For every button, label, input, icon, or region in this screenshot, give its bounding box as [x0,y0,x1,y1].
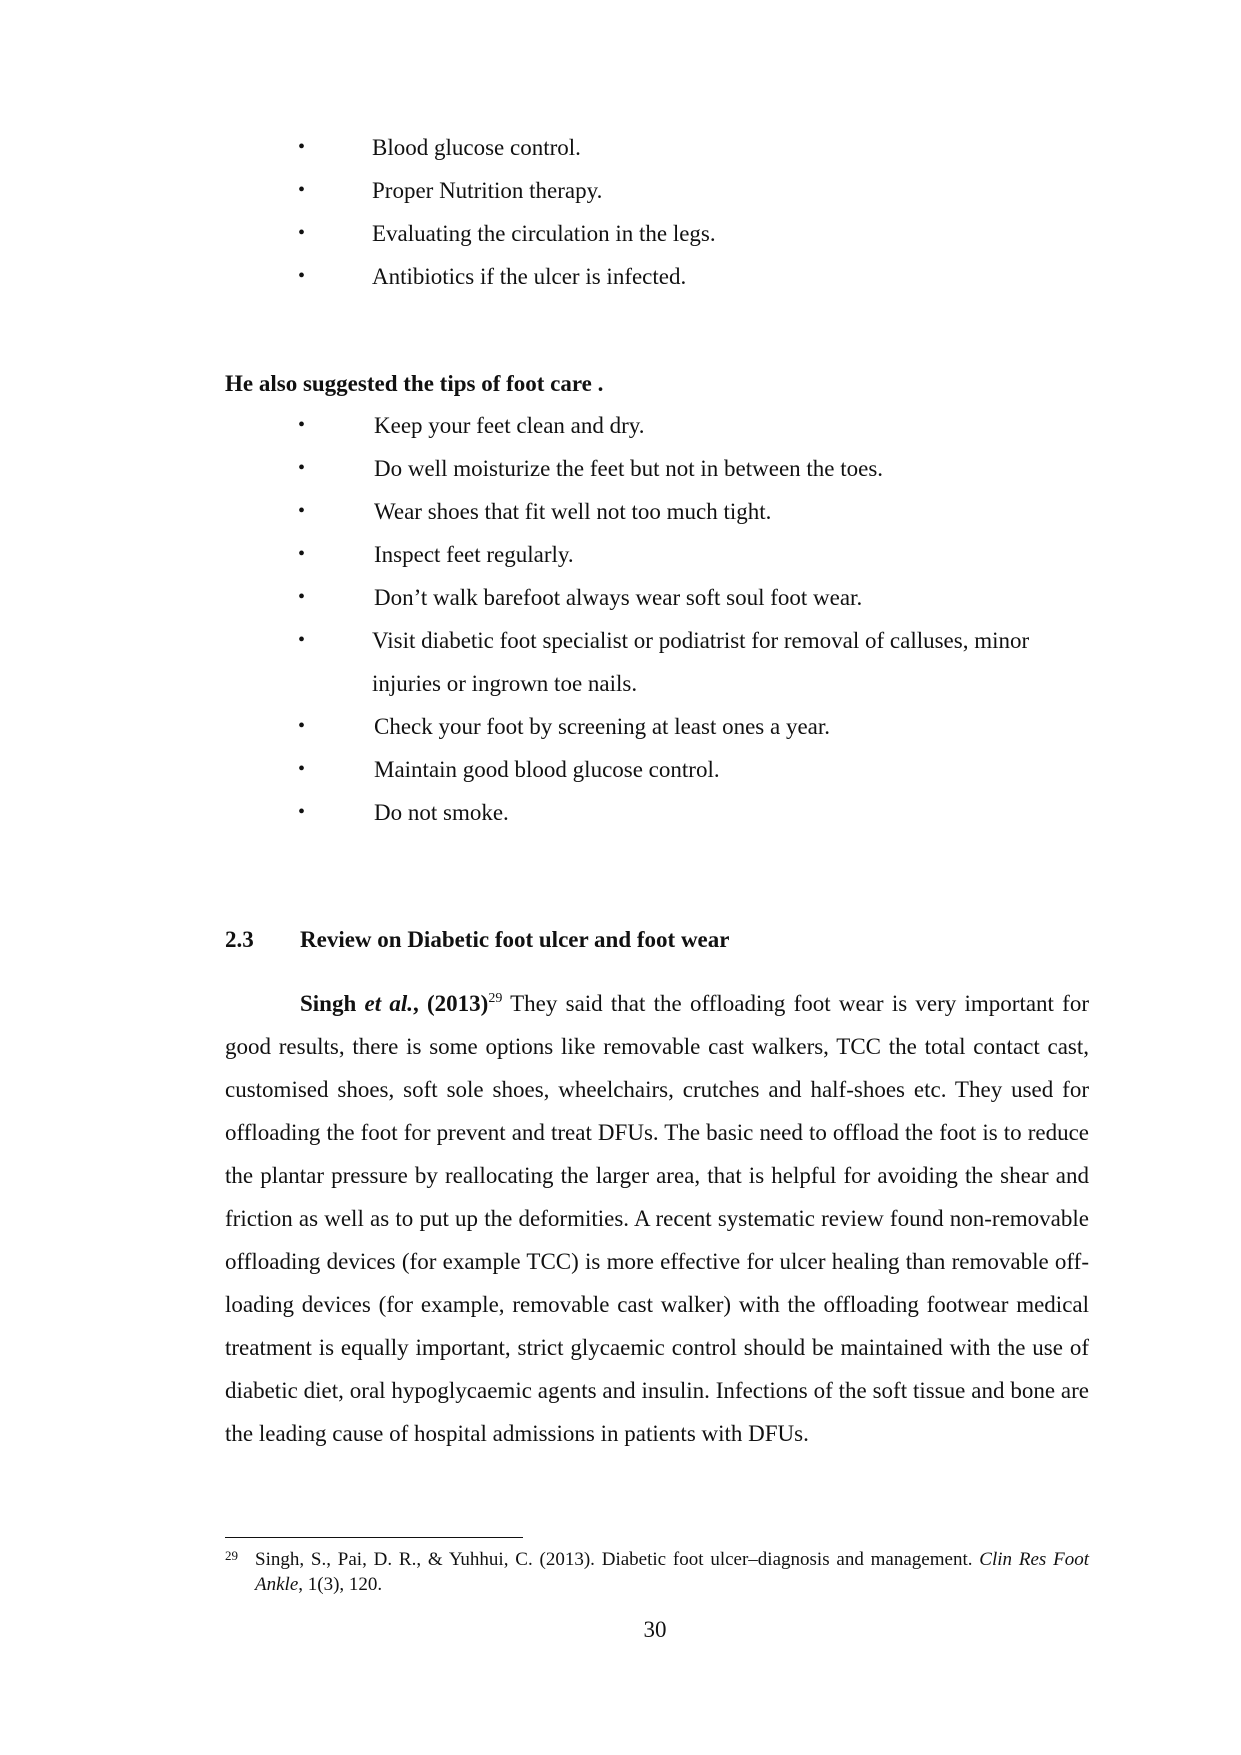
citation-et-al: et al. [364,991,413,1016]
footnote-text: Singh, S., Pai, D. R., & Yuhhui, C. (2013). Diabetic foot ulcer–diagnosis and management. [255,1549,980,1570]
list-item-text: Do not smoke. [374,800,509,825]
bullet-icon: • [298,500,306,522]
list-item-text: Antibiotics if the ulcer is infected. [372,264,687,289]
bullet-icon: • [298,543,306,565]
section-title: Review on Diabetic foot ulcer and foot wear [300,927,730,952]
list-item-text: Evaluating the circulation in the legs. [372,221,716,246]
bullet-icon: • [298,758,306,780]
bullet-icon: • [298,136,306,158]
list-item-text: Inspect feet regularly. [374,542,574,567]
review-paragraph [225,982,1089,1455]
bullet-icon: • [298,801,306,823]
list-item-text: Check your foot by screening at least ones a year. [374,714,831,739]
footnote-divider [225,1537,523,1538]
list-item-text: Maintain good blood glucose control. [374,757,720,782]
bullet-icon: • [298,457,306,479]
bullet-icon: • [298,629,306,651]
page-number: 30 [643,1617,667,1642]
footnote-tail: , 1(3), 120. [298,1574,383,1595]
footnote-body [225,1547,1089,1597]
section-number: 2.3 [225,927,254,952]
list-item-text: Don’t walk barefoot always wear soft soul foot wear. [374,585,863,610]
bullet-icon: • [298,265,306,287]
footnote [225,1547,1089,1597]
citation-superscript: 29 [488,991,503,1006]
bullet-icon: • [298,179,306,201]
list-item-text: Wear shoes that fit well not too much tight. [374,499,772,524]
bullet-icon: • [298,715,306,737]
list-item-text: Proper Nutrition therapy. [372,178,603,203]
list-item-text: Do well moisturize the feet but not in between the toes. [374,456,884,481]
bullet-icon: • [298,222,306,244]
citation-author: Singh [300,991,357,1016]
list-item-text: Keep your feet clean and dry. [374,413,645,438]
footnote-number: 29 [225,1548,238,1563]
list-item-text: Visit diabetic foot specialist or podiatrist for removal of calluses, minor injuries or ingrown toe nails. [372,628,1030,696]
list-item-text: Blood glucose control. [372,135,581,160]
bullet-icon: • [298,414,306,436]
tips-heading: He also suggested the tips of foot care . [225,371,604,396]
footnote-journal: Clin Res Foot Ankle [255,1549,1089,1595]
citation-year: , (2013) [413,991,489,1016]
bullet-icon: • [298,586,306,608]
paragraph-body: They said that the offloading foot wear is very important for good results, there is some options like removable cast walkers, TCC the total contact cast, customised shoes, soft sole shoes, wheelchairs, crutches and half-shoes etc. They used for offloading the foot for prevent and treat DFUs. The basic need to offload the foot is to reduce the plantar pressure by reallocating the larger area, that is helpful for avoiding the shear and friction as well as to put up the deformities. A recent systematic review found non-removable offloading devices (for example TCC) is more effective for ulcer healing than removable off-loading devices (for example, removable cast walker) with the offloading footwear medical treatment is equally important, strict glycaemic control should be maintained with the use of diabetic diet, oral hypoglycaemic agents and insulin. Infections of the soft tissue and bone are the leading cause of hospital admissions in patients with DFUs. [225,991,1090,1446]
